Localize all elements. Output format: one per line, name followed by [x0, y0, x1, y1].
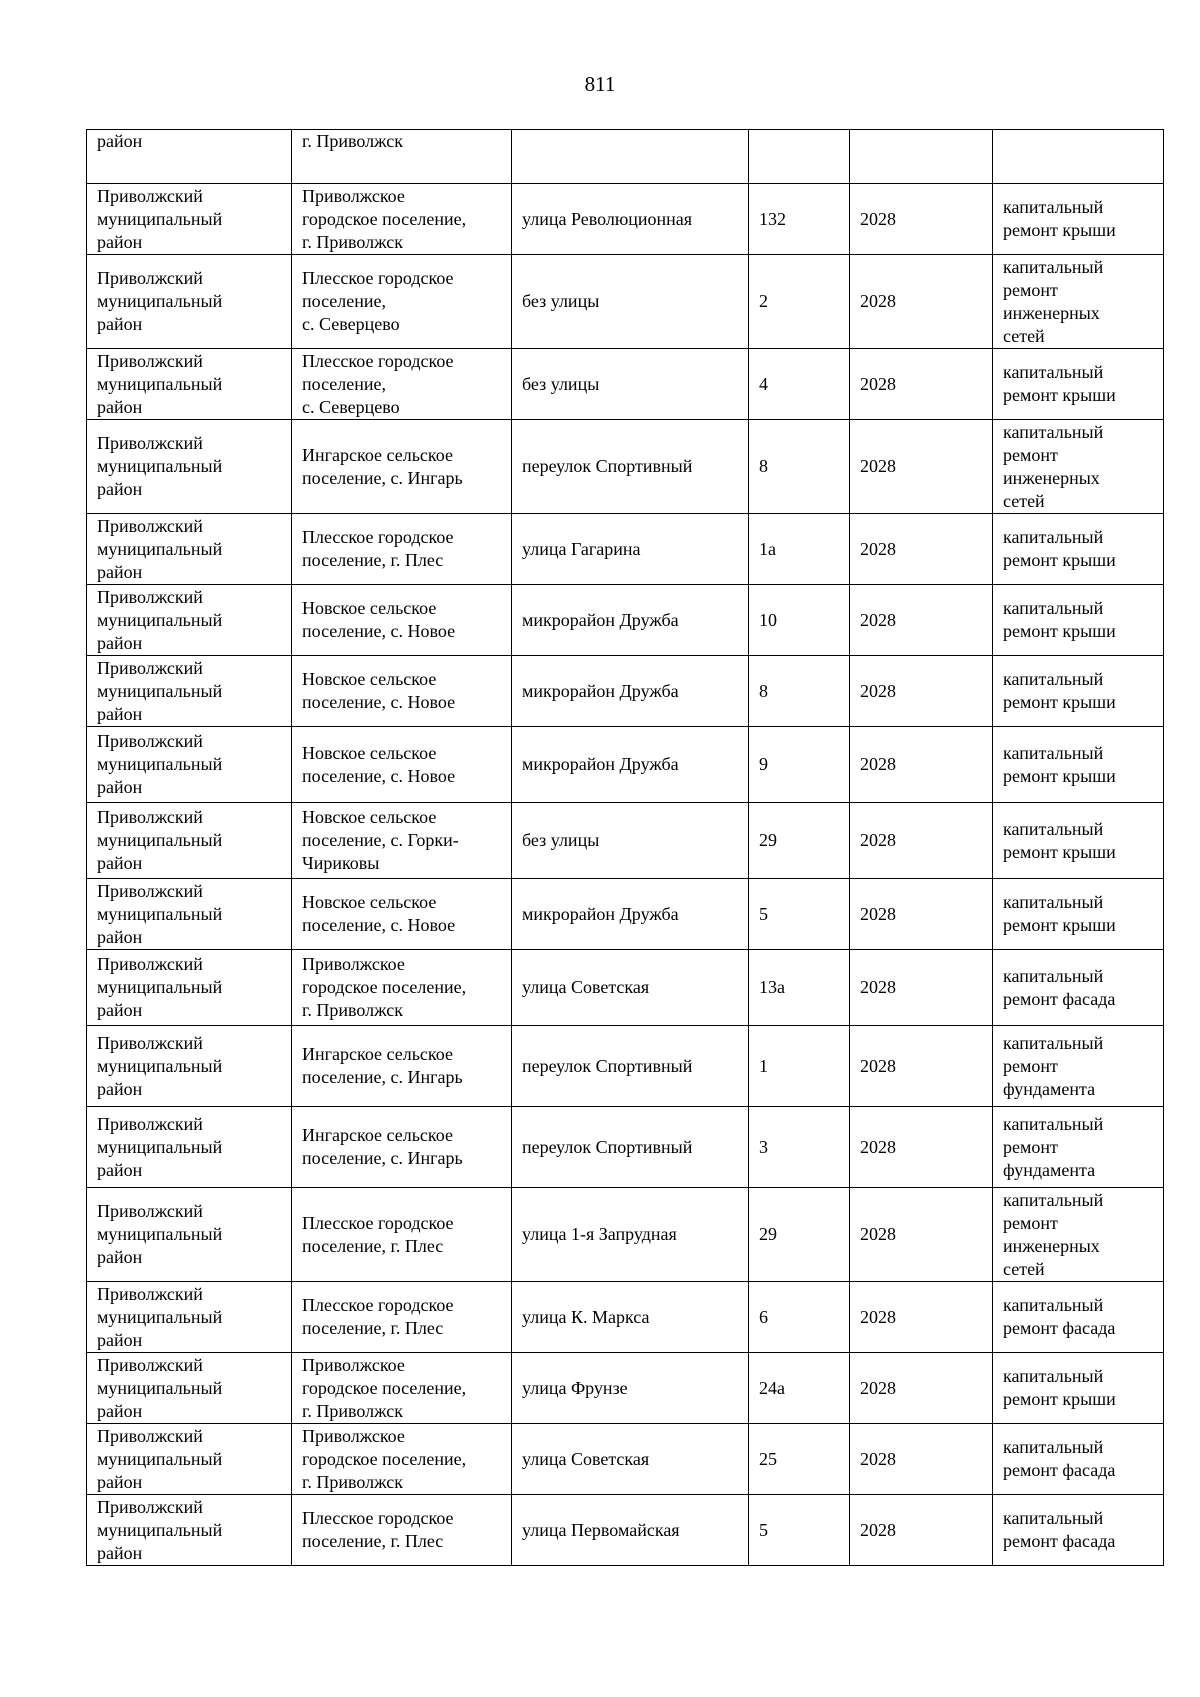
- table-row: [87, 950, 1164, 1026]
- cell-district: Приволжский муниципальный район: [87, 1495, 292, 1566]
- cell-work-type: капитальный ремонт крыши: [993, 514, 1164, 585]
- cell-year: 2028: [850, 1424, 993, 1495]
- cell-district: Приволжский муниципальный район: [87, 879, 292, 950]
- table-row: [87, 1107, 1164, 1188]
- cell-settlement: Новское сельское поселение, с. Новое: [292, 879, 512, 950]
- cell-district: Приволжский муниципальный район: [87, 1188, 292, 1282]
- table-body: [87, 130, 1164, 1566]
- cell-year: 2028: [850, 879, 993, 950]
- cell-district: Приволжский муниципальный район: [87, 803, 292, 879]
- cell-street: без улицы: [512, 255, 749, 349]
- cell-year: 2028: [850, 184, 993, 255]
- cell-house-number: 29: [749, 803, 850, 879]
- cell-work-type: капитальный ремонт инженерных сетей: [993, 420, 1164, 514]
- cell-street: улица Революционная: [512, 184, 749, 255]
- cell-year: 2028: [850, 727, 993, 803]
- cell-street: улица 1-я Запрудная: [512, 1188, 749, 1282]
- cell-district: Приволжский муниципальный район: [87, 727, 292, 803]
- cell-street: улица Советская: [512, 950, 749, 1026]
- cell-district: Приволжский муниципальный район: [87, 349, 292, 420]
- cell-work-type: капитальный ремонт фасада: [993, 1424, 1164, 1495]
- table-row: [87, 1424, 1164, 1495]
- cell-work-type: капитальный ремонт фасада: [993, 1495, 1164, 1566]
- cell-year: 2028: [850, 514, 993, 585]
- cell-work-type: капитальный ремонт фундамента: [993, 1026, 1164, 1107]
- cell-house-number: 2: [749, 255, 850, 349]
- cell-year: 2028: [850, 1282, 993, 1353]
- cell-settlement: Плесское городское поселение, с. Северцево: [292, 255, 512, 349]
- cell-house-number: 29: [749, 1188, 850, 1282]
- cell-settlement: Приволжское городское поселение, г. Приволжск: [292, 184, 512, 255]
- cell-work-type: капитальный ремонт инженерных сетей: [993, 255, 1164, 349]
- cell-district: Приволжский муниципальный район: [87, 1353, 292, 1424]
- cell-house-number: 5: [749, 1495, 850, 1566]
- table-row: [87, 585, 1164, 656]
- cell-street: улица Первомайская: [512, 1495, 749, 1566]
- cell-work-type: капитальный ремонт фасада: [993, 1282, 1164, 1353]
- cell-district: Приволжский муниципальный район: [87, 1424, 292, 1495]
- table-row: [87, 656, 1164, 727]
- cell-year: 2028: [850, 950, 993, 1026]
- cell-settlement: Новское сельское поселение, с. Новое: [292, 585, 512, 656]
- cell-district: Приволжский муниципальный район: [87, 1026, 292, 1107]
- table-row: [87, 184, 1164, 255]
- cell-year: 2028: [850, 656, 993, 727]
- cell-district: Приволжский муниципальный район: [87, 514, 292, 585]
- cell-house-number: 13а: [749, 950, 850, 1026]
- cell-settlement: Плесское городское поселение, г. Плес: [292, 514, 512, 585]
- cell-house-number: 24а: [749, 1353, 850, 1424]
- cell-work-type: капитальный ремонт инженерных сетей: [993, 1188, 1164, 1282]
- cell-house-number: 6: [749, 1282, 850, 1353]
- table-row: [87, 349, 1164, 420]
- cell-work-type: капитальный ремонт фасада: [993, 950, 1164, 1026]
- cell-house-number: 132: [749, 184, 850, 255]
- cell-house-number: 25: [749, 1424, 850, 1495]
- cell-year: 2028: [850, 255, 993, 349]
- cell-settlement: Новское сельское поселение, с. Новое: [292, 727, 512, 803]
- cell-district: Приволжский муниципальный район: [87, 255, 292, 349]
- cell-house-number: 9: [749, 727, 850, 803]
- cell-district: Приволжский муниципальный район: [87, 656, 292, 727]
- cell-district: Приволжский муниципальный район: [87, 1107, 292, 1188]
- cell-house-number: 1а: [749, 514, 850, 585]
- cell-year: 2028: [850, 1107, 993, 1188]
- cell-work-type: капитальный ремонт крыши: [993, 1353, 1164, 1424]
- cell-street: микрорайон Дружба: [512, 879, 749, 950]
- table-row-continued: [87, 130, 1164, 184]
- cell-work-type: капитальный ремонт крыши: [993, 656, 1164, 727]
- cell-year: 2028: [850, 1353, 993, 1424]
- cell-house-number: 1: [749, 1026, 850, 1107]
- cell-year: 2028: [850, 585, 993, 656]
- cell-street: улица Гагарина: [512, 514, 749, 585]
- cell-house-number: 8: [749, 656, 850, 727]
- cell-street: микрорайон Дружба: [512, 656, 749, 727]
- cell-settlement: Приволжское городское поселение, г. Приволжск: [292, 1424, 512, 1495]
- table-row: [87, 420, 1164, 514]
- cell-district: Приволжский муниципальный район: [87, 420, 292, 514]
- cell-street: без улицы: [512, 349, 749, 420]
- cell-settlement: Новское сельское поселение, с. Новое: [292, 656, 512, 727]
- cell-settlement: Плесское городское поселение, г. Плес: [292, 1282, 512, 1353]
- cell-settlement: Ингарское сельское поселение, с. Ингарь: [292, 1026, 512, 1107]
- cell-district: район: [87, 130, 292, 184]
- table-row: [87, 879, 1164, 950]
- cell-work-type: капитальный ремонт крыши: [993, 727, 1164, 803]
- table-row: [87, 1188, 1164, 1282]
- table-row: [87, 1282, 1164, 1353]
- cell-street: микрорайон Дружба: [512, 727, 749, 803]
- cell-settlement: Приволжское городское поселение, г. Приволжск: [292, 950, 512, 1026]
- cell-house-number: 3: [749, 1107, 850, 1188]
- cell-street: переулок Спортивный: [512, 1107, 749, 1188]
- cell-work-type: капитальный ремонт фундамента: [993, 1107, 1164, 1188]
- cell-district: Приволжский муниципальный район: [87, 1282, 292, 1353]
- cell-work-type: капитальный ремонт крыши: [993, 803, 1164, 879]
- repair-schedule-table: [86, 129, 1164, 1566]
- table-row: [87, 255, 1164, 349]
- cell-street: улица Советская: [512, 1424, 749, 1495]
- cell-settlement: Плесское городское поселение, с. Северцево: [292, 349, 512, 420]
- cell-settlement: Ингарское сельское поселение, с. Ингарь: [292, 420, 512, 514]
- page-number: 811: [584, 72, 616, 96]
- cell-house-number: 8: [749, 420, 850, 514]
- cell-district: Приволжский муниципальный район: [87, 184, 292, 255]
- table-row: [87, 1495, 1164, 1566]
- cell-street: улица К. Маркса: [512, 1282, 749, 1353]
- cell-street: без улицы: [512, 803, 749, 879]
- cell-street: микрорайон Дружба: [512, 585, 749, 656]
- cell-year: [850, 130, 993, 184]
- cell-year: 2028: [850, 803, 993, 879]
- cell-settlement: Новское сельское поселение, с. Горки- Чириковы: [292, 803, 512, 879]
- cell-street: переулок Спортивный: [512, 420, 749, 514]
- cell-work-type: капитальный ремонт крыши: [993, 585, 1164, 656]
- cell-year: 2028: [850, 420, 993, 514]
- cell-work-type: капитальный ремонт крыши: [993, 184, 1164, 255]
- cell-district: Приволжский муниципальный район: [87, 585, 292, 656]
- cell-house-number: 5: [749, 879, 850, 950]
- cell-year: 2028: [850, 349, 993, 420]
- table-row: [87, 1353, 1164, 1424]
- cell-year: 2028: [850, 1026, 993, 1107]
- cell-year: 2028: [850, 1188, 993, 1282]
- table-row: [87, 514, 1164, 585]
- cell-house-number: 10: [749, 585, 850, 656]
- cell-house-number: 4: [749, 349, 850, 420]
- cell-street: улица Фрунзе: [512, 1353, 749, 1424]
- cell-house-number: [749, 130, 850, 184]
- cell-settlement: Приволжское городское поселение, г. Приволжск: [292, 1353, 512, 1424]
- cell-work-type: [993, 130, 1164, 184]
- cell-settlement: Плесское городское поселение, г. Плес: [292, 1188, 512, 1282]
- cell-settlement: Плесское городское поселение, г. Плес: [292, 1495, 512, 1566]
- cell-settlement: г. Приволжск: [292, 130, 512, 184]
- table-row: [87, 1026, 1164, 1107]
- cell-district: Приволжский муниципальный район: [87, 950, 292, 1026]
- table-row: [87, 803, 1164, 879]
- cell-year: 2028: [850, 1495, 993, 1566]
- cell-work-type: капитальный ремонт крыши: [993, 879, 1164, 950]
- table-row: [87, 727, 1164, 803]
- cell-street: [512, 130, 749, 184]
- cell-work-type: капитальный ремонт крыши: [993, 349, 1164, 420]
- cell-settlement: Ингарское сельское поселение, с. Ингарь: [292, 1107, 512, 1188]
- cell-street: переулок Спортивный: [512, 1026, 749, 1107]
